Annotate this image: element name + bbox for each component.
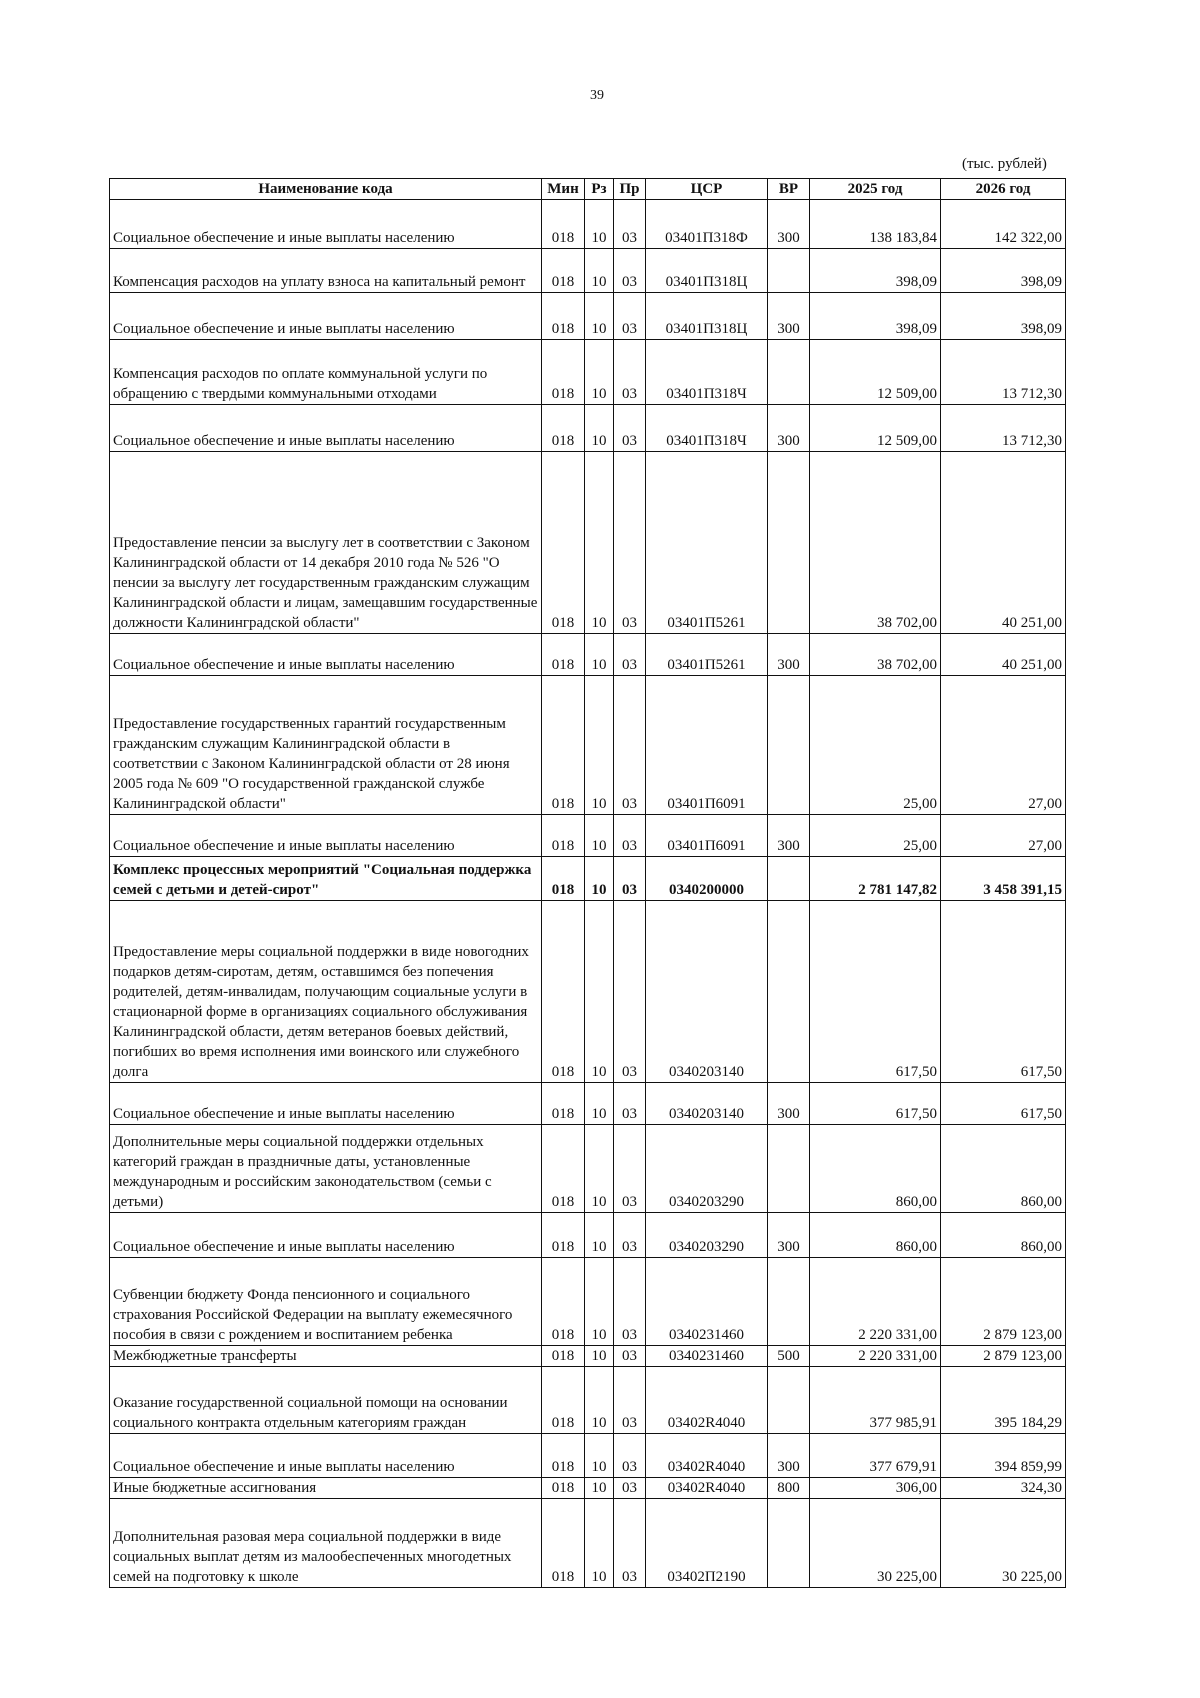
row-min: 018: [542, 676, 585, 815]
units-label: (тыс. рублей): [962, 156, 1047, 172]
row-name: Социальное обеспечение и иные выплаты населению: [110, 634, 542, 676]
row-vr: 800: [768, 1478, 810, 1499]
row-rz: 10: [585, 1258, 614, 1346]
row-min: 018: [542, 340, 585, 405]
row-2026: 324,30: [941, 1478, 1066, 1499]
row-vr: [768, 249, 810, 293]
table-header-row: [110, 179, 1066, 200]
row-pr: 03: [614, 452, 646, 634]
row-min: 018: [542, 1083, 585, 1125]
row-2026: 2 879 123,00: [941, 1258, 1066, 1346]
row-vr: 300: [768, 1083, 810, 1125]
table-row: [110, 452, 1066, 634]
row-vr: 300: [768, 293, 810, 340]
row-name: Социальное обеспечение и иные выплаты населению: [110, 1213, 542, 1258]
row-min: 018: [542, 1258, 585, 1346]
row-name: Иные бюджетные ассигнования: [110, 1478, 542, 1499]
row-rz: 10: [585, 340, 614, 405]
table-row: [110, 200, 1066, 249]
row-2025: 398,09: [810, 249, 941, 293]
row-csr: 0340231460: [646, 1258, 768, 1346]
row-name: Комплекс процессных мероприятий "Социальная поддержка семей с детьми и детей-сирот": [110, 857, 542, 901]
row-csr: 0340203290: [646, 1125, 768, 1213]
row-rz: 10: [585, 293, 614, 340]
row-2026: 13 712,30: [941, 405, 1066, 452]
header-csr: ЦСР: [646, 179, 768, 200]
row-pr: 03: [614, 249, 646, 293]
row-2026: 860,00: [941, 1125, 1066, 1213]
row-name: Межбюджетные трансферты: [110, 1346, 542, 1367]
row-2026: 617,50: [941, 1083, 1066, 1125]
row-rz: 10: [585, 1125, 614, 1213]
row-csr: 03401П5261: [646, 634, 768, 676]
row-csr: 03401П318Ц: [646, 249, 768, 293]
row-rz: 10: [585, 901, 614, 1083]
row-name: Социальное обеспечение и иные выплаты населению: [110, 405, 542, 452]
row-2026: 398,09: [941, 249, 1066, 293]
row-csr: 03401П318Ф: [646, 200, 768, 249]
row-2025: 306,00: [810, 1478, 941, 1499]
table-row: [110, 1213, 1066, 1258]
row-2026: 394 859,99: [941, 1434, 1066, 1478]
row-pr: 03: [614, 901, 646, 1083]
row-2026: 13 712,30: [941, 340, 1066, 405]
row-vr: [768, 857, 810, 901]
row-vr: [768, 901, 810, 1083]
row-csr: 03401П318Ц: [646, 293, 768, 340]
table-row: [110, 1478, 1066, 1499]
row-pr: 03: [614, 676, 646, 815]
row-csr: 03401П318Ч: [646, 405, 768, 452]
row-min: 018: [542, 405, 585, 452]
row-name: Социальное обеспечение и иные выплаты населению: [110, 293, 542, 340]
row-2025: 617,50: [810, 901, 941, 1083]
row-vr: [768, 1258, 810, 1346]
row-csr: 03402R4040: [646, 1367, 768, 1434]
row-2025: 377 985,91: [810, 1367, 941, 1434]
header-min: Мин: [542, 179, 585, 200]
table-row: [110, 634, 1066, 676]
row-2025: 25,00: [810, 815, 941, 857]
row-name: Социальное обеспечение и иные выплаты населению: [110, 1083, 542, 1125]
row-pr: 03: [614, 200, 646, 249]
header-pr: Пр: [614, 179, 646, 200]
row-rz: 10: [585, 857, 614, 901]
row-name: Дополнительные меры социальной поддержки отдельных категорий граждан в праздничные даты, установленные международным и российским законодательством (семьи с детьми): [110, 1125, 542, 1213]
row-vr: 300: [768, 634, 810, 676]
row-min: 018: [542, 1434, 585, 1478]
header-vr: ВР: [768, 179, 810, 200]
row-pr: 03: [614, 1213, 646, 1258]
row-rz: 10: [585, 815, 614, 857]
row-vr: 300: [768, 405, 810, 452]
row-2025: 2 220 331,00: [810, 1346, 941, 1367]
row-name: Социальное обеспечение и иные выплаты населению: [110, 815, 542, 857]
row-pr: 03: [614, 1083, 646, 1125]
row-vr: [768, 1125, 810, 1213]
table-row: [110, 1125, 1066, 1213]
row-2025: 38 702,00: [810, 452, 941, 634]
row-min: 018: [542, 815, 585, 857]
table-row: [110, 1434, 1066, 1478]
row-name: Компенсация расходов по оплате коммунальной услуги по обращению с твердыми коммунальными отходами: [110, 340, 542, 405]
row-2026: 3 458 391,15: [941, 857, 1066, 901]
row-vr: [768, 452, 810, 634]
row-vr: 300: [768, 1434, 810, 1478]
row-2025: 138 183,84: [810, 200, 941, 249]
row-rz: 10: [585, 634, 614, 676]
row-vr: 300: [768, 1213, 810, 1258]
table-row: [110, 815, 1066, 857]
row-vr: [768, 676, 810, 815]
row-min: 018: [542, 1499, 585, 1588]
row-min: 018: [542, 452, 585, 634]
row-min: 018: [542, 1478, 585, 1499]
table-row: [110, 340, 1066, 405]
row-csr: 03402П2190: [646, 1499, 768, 1588]
row-min: 018: [542, 249, 585, 293]
row-min: 018: [542, 901, 585, 1083]
table-row: [110, 676, 1066, 815]
row-csr: 03401П6091: [646, 815, 768, 857]
row-name: Оказание государственной социальной помощи на основании социального контракта отдельным категориям граждан: [110, 1367, 542, 1434]
row-min: 018: [542, 1346, 585, 1367]
row-pr: 03: [614, 1125, 646, 1213]
header-2025: 2025 год: [810, 179, 941, 200]
row-2026: 860,00: [941, 1213, 1066, 1258]
row-rz: 10: [585, 452, 614, 634]
table-row: [110, 1346, 1066, 1367]
row-2025: 12 509,00: [810, 405, 941, 452]
row-2025: 25,00: [810, 676, 941, 815]
row-2025: 377 679,91: [810, 1434, 941, 1478]
row-name: Предоставление государственных гарантий государственным гражданским служащим Калининградской области в соответствии с Законом Калининградской области от 28 июня 2005 года № 609 "О государственной гражданской службе Калининградской области": [110, 676, 542, 815]
row-rz: 10: [585, 676, 614, 815]
row-csr: 03401П6091: [646, 676, 768, 815]
row-2025: 30 225,00: [810, 1499, 941, 1588]
row-name: Предоставление меры социальной поддержки в виде новогодних подарков детям-сиротам, детям, оставшимся без попечения родителей, детям-инвалидам, получающим социальные услуги в стационарной форме в организациях социального обслуживания Калининградской области, детям ветеранов боевых действий, погибших во время исполнения ими воинского или служебного долга: [110, 901, 542, 1083]
row-min: 018: [542, 200, 585, 249]
row-rz: 10: [585, 249, 614, 293]
table-row: [110, 1367, 1066, 1434]
row-name: Социальное обеспечение и иные выплаты населению: [110, 200, 542, 249]
row-name: Предоставление пенсии за выслугу лет в соответствии с Законом Калининградской области от 14 декабря 2010 года № 526 "О пенсии за выслугу лет государственным гражданским служащим Калининградской области и лицам, замещавшим государственные должности Калининградской области": [110, 452, 542, 634]
row-vr: 300: [768, 815, 810, 857]
row-csr: 0340200000: [646, 857, 768, 901]
row-2025: 38 702,00: [810, 634, 941, 676]
row-min: 018: [542, 857, 585, 901]
row-rz: 10: [585, 1499, 614, 1588]
row-2025: 2 781 147,82: [810, 857, 941, 901]
row-csr: 0340203290: [646, 1213, 768, 1258]
row-name: Субвенции бюджету Фонда пенсионного и социального страхования Российской Федерации на выплату ежемесячного пособия в связи с рождением и воспитанием ребенка: [110, 1258, 542, 1346]
row-2026: 27,00: [941, 676, 1066, 815]
row-pr: 03: [614, 1258, 646, 1346]
row-2026: 617,50: [941, 901, 1066, 1083]
row-pr: 03: [614, 1346, 646, 1367]
row-2025: 2 220 331,00: [810, 1258, 941, 1346]
row-vr: [768, 1499, 810, 1588]
row-rz: 10: [585, 405, 614, 452]
row-rz: 10: [585, 1478, 614, 1499]
table-row: [110, 1258, 1066, 1346]
row-pr: 03: [614, 340, 646, 405]
row-name: Дополнительная разовая мера социальной поддержки в виде социальных выплат детям из малообеспеченных многодетных семей на подготовку к школе: [110, 1499, 542, 1588]
table-row: [110, 1083, 1066, 1125]
row-min: 018: [542, 634, 585, 676]
row-rz: 10: [585, 1213, 614, 1258]
table-row: [110, 901, 1066, 1083]
row-csr: 03402R4040: [646, 1478, 768, 1499]
page-number: 39: [590, 88, 604, 103]
row-name: Компенсация расходов на уплату взноса на капитальный ремонт: [110, 249, 542, 293]
row-min: 018: [542, 1367, 585, 1434]
row-min: 018: [542, 1125, 585, 1213]
row-vr: 300: [768, 200, 810, 249]
table-row: [110, 293, 1066, 340]
row-rz: 10: [585, 200, 614, 249]
row-pr: 03: [614, 1499, 646, 1588]
row-min: 018: [542, 1213, 585, 1258]
row-pr: 03: [614, 1434, 646, 1478]
row-2026: 398,09: [941, 293, 1066, 340]
header-2026: 2026 год: [941, 179, 1066, 200]
table-row: [110, 405, 1066, 452]
row-pr: 03: [614, 1478, 646, 1499]
row-min: 018: [542, 293, 585, 340]
row-2025: 860,00: [810, 1213, 941, 1258]
row-csr: 03401П5261: [646, 452, 768, 634]
row-vr: [768, 340, 810, 405]
row-pr: 03: [614, 405, 646, 452]
row-vr: [768, 1367, 810, 1434]
row-csr: 0340231460: [646, 1346, 768, 1367]
table-row: [110, 249, 1066, 293]
header-name: Наименование кода: [110, 179, 542, 200]
row-rz: 10: [585, 1367, 614, 1434]
row-2025: 12 509,00: [810, 340, 941, 405]
header-rz: Рз: [585, 179, 614, 200]
row-2025: 617,50: [810, 1083, 941, 1125]
row-2026: 2 879 123,00: [941, 1346, 1066, 1367]
row-2025: 398,09: [810, 293, 941, 340]
row-pr: 03: [614, 1367, 646, 1434]
row-vr: 500: [768, 1346, 810, 1367]
row-pr: 03: [614, 634, 646, 676]
table-row: [110, 1499, 1066, 1588]
row-rz: 10: [585, 1346, 614, 1367]
row-pr: 03: [614, 857, 646, 901]
row-pr: 03: [614, 815, 646, 857]
table-row: [110, 857, 1066, 901]
row-pr: 03: [614, 293, 646, 340]
row-2026: 40 251,00: [941, 452, 1066, 634]
row-csr: 03401П318Ч: [646, 340, 768, 405]
row-2026: 40 251,00: [941, 634, 1066, 676]
row-2025: 860,00: [810, 1125, 941, 1213]
row-csr: 0340203140: [646, 901, 768, 1083]
row-2026: 30 225,00: [941, 1499, 1066, 1588]
row-2026: 142 322,00: [941, 200, 1066, 249]
budget-table: [109, 178, 1066, 1588]
row-csr: 0340203140: [646, 1083, 768, 1125]
row-csr: 03402R4040: [646, 1434, 768, 1478]
row-2026: 27,00: [941, 815, 1066, 857]
row-name: Социальное обеспечение и иные выплаты населению: [110, 1434, 542, 1478]
row-2026: 395 184,29: [941, 1367, 1066, 1434]
row-rz: 10: [585, 1083, 614, 1125]
row-rz: 10: [585, 1434, 614, 1478]
